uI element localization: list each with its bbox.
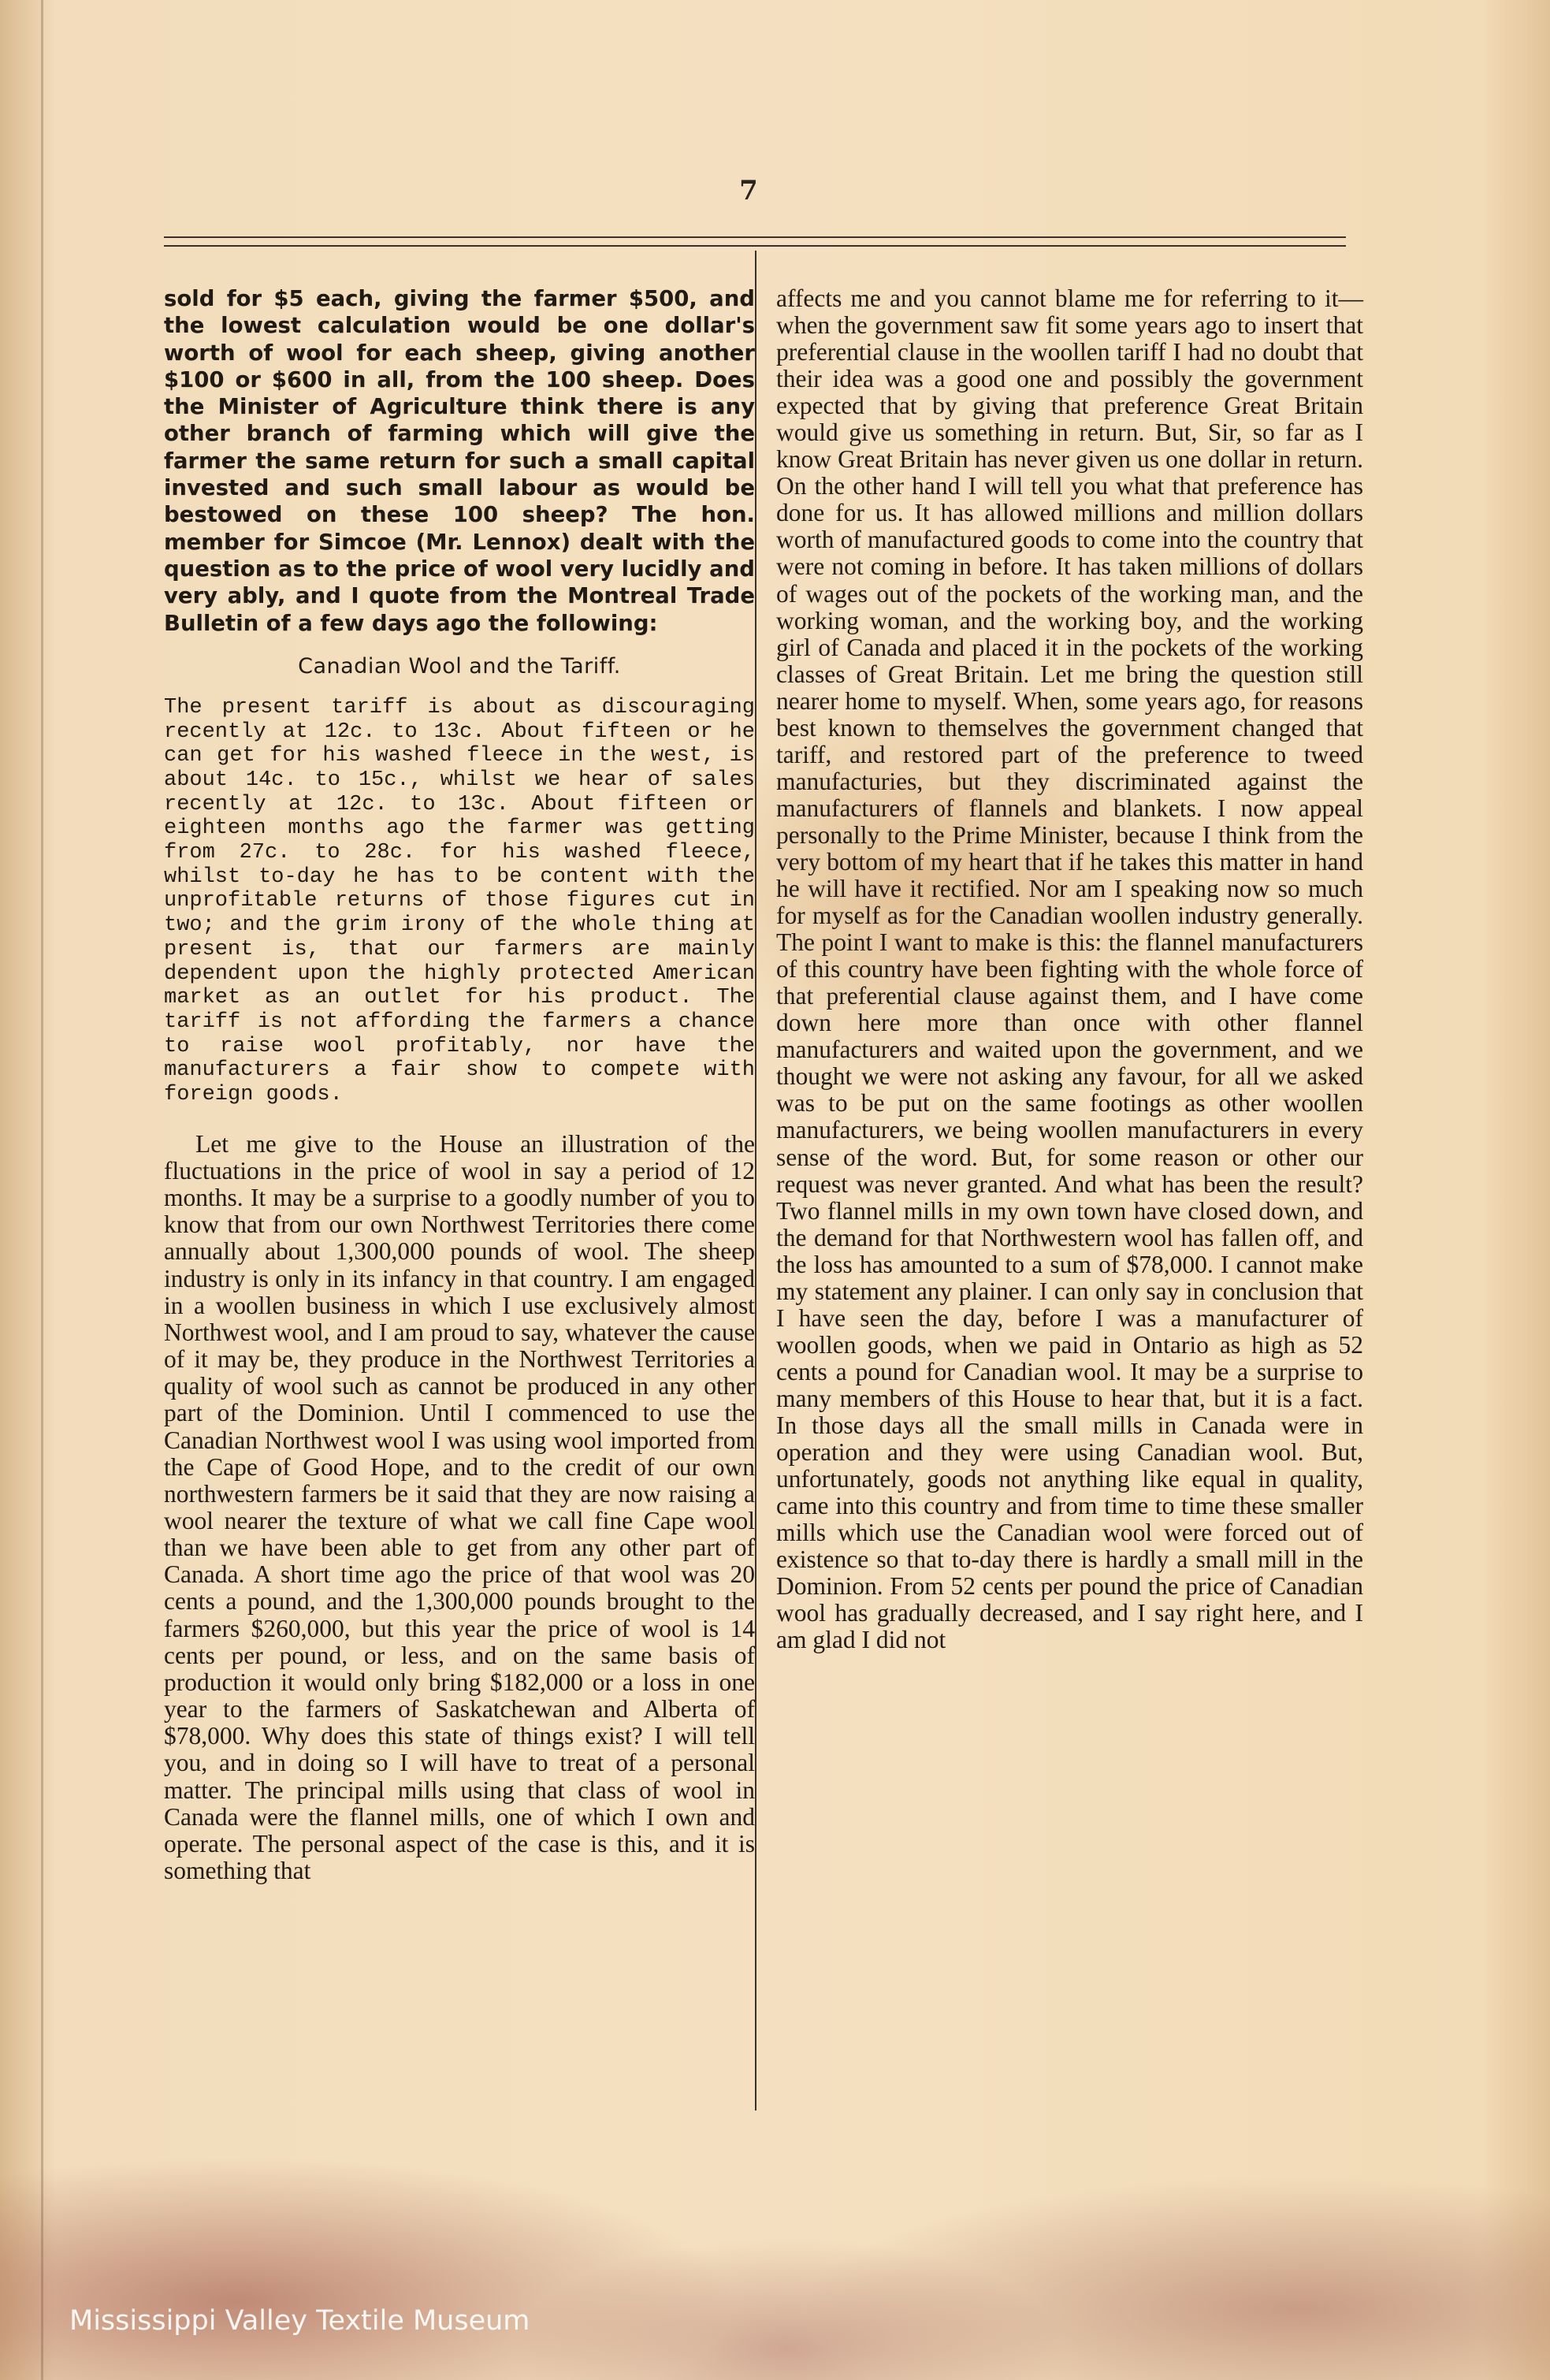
opening-paragraph: sold for $5 each, giving the farmer $500, and the lowest calculation would be one dollar's worth of wool for each sheep, giving another $100 or $600 in all, from the 100 sheep. Does the Minister of Agriculture think there is any other branch of farming which will give the farmer the same return for such a small capital invested and such small labour as would be bestowed on these 100 sheep? The hon. member for Simcoe (Mr. Lennox) dealt with the question as to the price of wool very lucidly and very ably, and I quote from the Montreal Trade Bulletin of a few days ago the following: — [164, 286, 755, 636]
column-divider — [755, 251, 756, 2110]
binding-edge — [41, 0, 43, 2380]
page-number: 7 — [739, 175, 758, 206]
right-column — [776, 285, 1363, 1653]
museum-watermark: Mississippi Valley Textile Museum — [69, 2305, 530, 2337]
quote-heading: Canadian Wool and the Tariff. — [298, 653, 621, 679]
quoted-bulletin: The present tariff is about as discouraging recently at 12c. to 13c. About fifteen or he can get for his washed fleece in the west, is about 14c. to 15c., whilst we hear of sales recently at 12c. to 13c. About fifteen or eighteen months ago the farmer was getting from 27c. to 28c. for his washed fleece, whilst to-day he has to be content with the unprofitable returns of those figures cut in two; and the grim irony of the whole thing at present is, that our farmers are mainly dependent upon the highly protected American market as an outlet for his product. The tariff is not affording the farmers a chance to raise wool profitably, nor have the manufacturers a fair show to compete with foreign goods. — [164, 695, 755, 1107]
body-paragraph-left: Let me give to the House an illustration of the fluctuations in the price of wool in say a period of 12 months. It may be a surprise to a goodly number of you to know that from our own Northwest Territories there come annually about 1,300,000 pounds of wool. The sheep industry is only in its infancy in that country. I am engaged in a woollen business in which I use exclusively almost Northwest wool, and I am proud to say, whatever the cause of it may be, they produce in the Northwest Territories a quality of wool such as cannot be produced in any other part of the Dominion. Until I commenced to use the Canadian Northwest wool I was using wool imported from the Cape of Good Hope, and to the credit of our own northwestern farmers be it said that they are now raising a wool nearer the texture of what we call fine Cape wool than we have been able to get from any other part of Canada. A short time ago the price of that wool was 20 cents a pound, and the 1,300,000 pounds brought to the farmers $260,000, but this year the price of wool is 14 cents per pound, or less, and on the same basis of production it would only bring $182,000 or a loss in one year to the farmers of Saskatchewan and Alberta of $78,000. Why does this state of things exist? I will tell you, and in doing so I will have to treat of a personal matter. The principal mills using that class of wool in Canada were the flannel mills, one of which I own and operate. The personal aspect of the case is this, and it is something that — [164, 1129, 755, 1885]
header-rule-bottom — [164, 245, 1346, 247]
left-column — [164, 285, 755, 1884]
body-paragraph-right: affects me and you cannot blame me for referring to it—when the government saw fit some years ago to insert that preferential clause in the woollen tariff I had no doubt that their idea was a good one and possibly the government expected that by giving that preference Great Britain would give us something in return. But, Sir, so far as I know Great Britain has never given us one dollar in return. On the other hand I will tell you what that preference has done for us. It has allowed millions and million dollars worth of manufactured goods to come into the country that were not coming in before. It has taken millions of dollars of wages out of the pockets of the working man, and the working woman, and the working boy, and the working girl of Canada and placed it in the pockets of the working classes of Great Britain. Let me bring the question still nearer home to myself. When, some years ago, for reasons best known to themselves the government changed that tariff, and restored part of the preference to tweed manufacturies, but they discriminated against the manufacturers of flannels and blankets. I now appeal personally to the Prime Minister, because I think from the very bottom of my heart that if he takes this matter in hand he will have it rectified. Nor am I speaking now so much for myself as for the Canadian woollen industry generally. The point I want to make is this: the flannel manufacturers of this country have been fighting with the whole force of that preferential clause against them, and I have come down here more than once with other flannel manufacturers and waited upon the government, and we thought we were not asking any favour, for all we asked was to be put on the same footings as other woollen manufacturers, we being woollen manufacturers in every sense of the word. But, for some reason or other our request was never granted. And what has been the result? Two flannel mills in my own town have closed down, and the demand for that Northwestern wool has fallen off, and the loss has amounted to a sum of $78,000. I cannot make my statement any plainer. I can only say in conclusion that I have seen the day, before I was a manufacturer of woollen goods, when we paid in Ontario as high as 52 cents a pound for Canadian wool. It may be a surprise to many members of this House to hear that, but it is a fact. In those days all the small mills in Canada were in operation and they were using Canadian wool. But, unfortunately, goods not anything like equal in quality, came into this country and from time to time these smaller mills which use the Canadian wool were forced out of existence so that to-day there is hardly a small mill in the Dominion. From 52 cents per pound the price of Canadian wool has gradually decreased, and I say right here, and I am glad I did not — [776, 284, 1363, 1654]
header-rule-top — [164, 236, 1346, 238]
